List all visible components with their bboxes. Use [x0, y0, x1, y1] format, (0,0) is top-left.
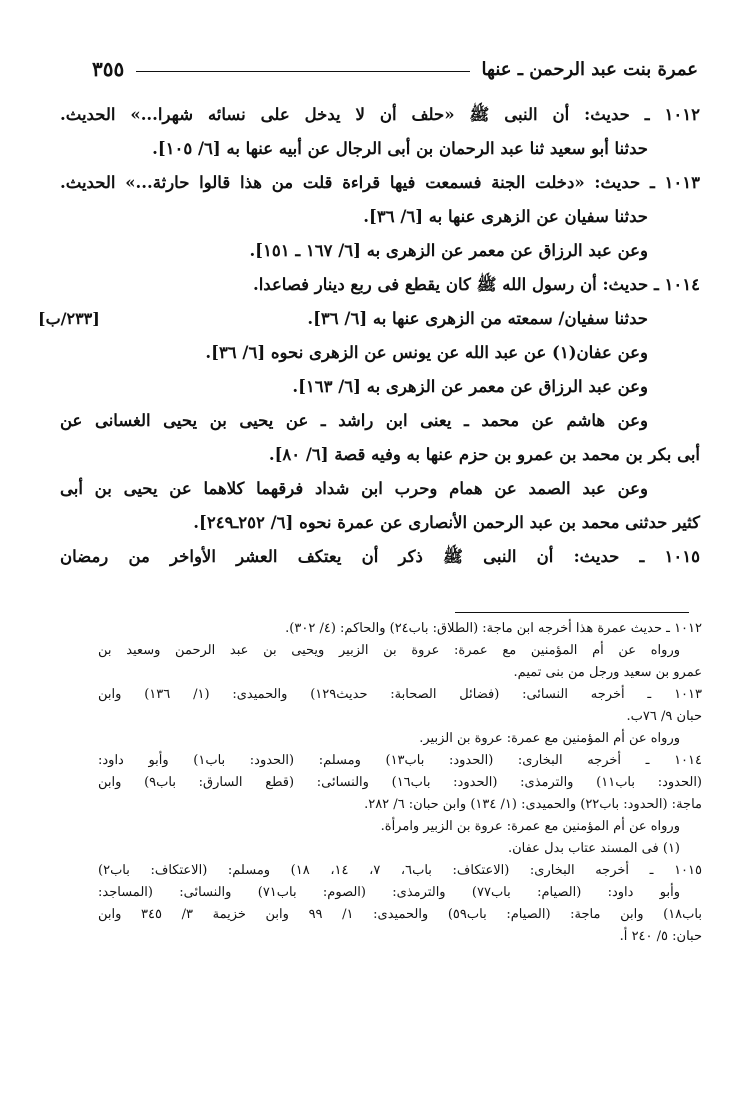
hadith-1014-line: ١٠١٤ ـ حديث: أن رسول الله ﷺ كان يقطع فى ربع دينار فصاعدا.: [252, 275, 700, 294]
footnote-line: ١٠١٥ ـ أخرجه البخارى: (الاعتكاف: باب٦، ٧، ١٤، ١٨) ومسلم: (الاعتكاف: باب٢): [98, 863, 703, 878]
footnote-line: حبان ٩/ ٧٦ب.: [626, 709, 702, 724]
isnad-line: وعن عبد الصمد عن همام وحرب ابن شداد فرقهما كلاهما عن يحيى بن أبى: [60, 479, 648, 498]
footnote-line: باب١٨) وابن ماجة: (الصيام: باب٥٩) والحميدى: ١/ ٩٩ وابن خزيمة ٣/ ٣٤٥ وابن: [98, 907, 702, 922]
footnote-line: ورواه عن أم المؤمنين مع عمرة: عروة بن الزبير ويحيى بن عبد الرحمن وسعيد بن: [98, 643, 680, 658]
footnote-line: ١٠١٤ ـ أخرجه البخارى: (الحدود: باب١٣) ومسلم: (الحدود: باب١) وأبو داود:: [98, 753, 702, 768]
footnote-line: ١٠١٢ ـ حديث عمرة هذا أخرجه ابن ماجة: (الطلاق: باب٢٤) والحاكم: (٤/ ٣٠٢).: [285, 621, 702, 636]
isnad-line: وعن هاشم عن محمد ـ يعنى ابن راشد ـ عن يحيى بن يحيى الغسانى عن: [60, 411, 648, 430]
hadith-1012-line: ١٠١٢ ـ حديث: أن النبى ﷺ «حلف أن لا يدخل على نسائه شهرا...» الحديث.: [60, 105, 700, 124]
footnote-line: حبان: ٥/ ٢٤٠ أ.: [619, 929, 702, 944]
page-number: ٣٥٥: [92, 57, 125, 81]
footnote-line: وأبو داود: (الصيام: باب٧٧) والترمذى: (الصوم: باب٧١) والنسائى: (المساجد:: [98, 885, 680, 900]
footnote-separator: [455, 612, 689, 613]
footnote-line: (١) فى المسند عتاب بدل عفان.: [507, 841, 680, 856]
main-text: [38, 98, 700, 574]
isnad-line: حدثنا سفيان عن الزهرى عنها به [٦/ ٣٦].: [363, 207, 648, 226]
isnad-line: وعن عبد الرزاق عن معمر عن الزهرى به [٦/ ١٦٣].: [292, 377, 648, 396]
page-header: [92, 52, 698, 86]
hadith-1013-line: ١٠١٣ ـ حديث: «دخلت الجنة فسمعت فيها قراءة قلت من هذا قالوا حارثة...» الحديث.: [60, 173, 700, 192]
isnad-text: حدثنا سفيان/ سمعته من الزهرى عنها به [٦/ ٣٦].: [307, 309, 648, 328]
footnote-line: ورواه عن أم المؤمنين مع عمرة: عروة بن الزبير وامرأة.: [380, 819, 680, 834]
footnote-line: ماجة: (الحدود: باب٢٢) والحميدى: (١/ ١٣٤) وابن حبان: ٦/ ٢٨٢.: [364, 797, 702, 812]
footnote-line: ١٠١٣ ـ أخرجه النسائى: (فضائل الصحابة: حديث١٢٩) والحميدى: (١/ ١٣٦) وابن: [98, 687, 702, 702]
margin-reference: [٢٣٣/ب]: [38, 309, 100, 328]
isnad-line: وعن عفان(١) عن عبد الله عن يونس عن الزهرى نحوه [٦/ ٣٦].: [205, 343, 648, 362]
hadith-1015-line: ١٠١٥ ـ حديث: أن النبى ﷺ ذكر أن يعتكف العشر الأواخر من رمضان: [60, 547, 700, 566]
isnad-line: [38, 302, 700, 336]
isnad-line: حدثنا أبو سعيد ثنا عبد الرحمان بن أبى الرجال عن أبيه عنها به [٦/ ١٠٥].: [152, 139, 648, 158]
footnotes: [98, 618, 702, 948]
isnad-line: وعن عبد الرزاق عن معمر عن الزهرى به [٦/ ١٦٧ ـ ١٥١].: [249, 241, 648, 260]
isnad-line-continued: أبى بكر بن محمد بن عمرو بن حزم عنها به وفيه قصة [٦/ ٨٠].: [268, 445, 700, 464]
footnote-line: ورواه عن أم المؤمنين مع عمرة: عروة بن الزبير.: [419, 731, 680, 746]
footnote-line: (الحدود: باب١١) والترمذى: (الحدود: باب١٦) والنسائى: (قطع السارق: باب٩) وابن: [98, 775, 702, 790]
isnad-line-continued: كثير حدثنى محمد بن عبد الرحمن الأنصارى عن عمرة نحوه [٦/ ٢٥٢ـ٢٤٩].: [193, 513, 700, 532]
header-rule: [136, 71, 469, 72]
running-title: عمرة بنت عبد الرحمن ـ عنها: [481, 58, 698, 80]
footnote-line: عمرو بن سعيد ورجل من بنى تميم.: [513, 665, 702, 680]
